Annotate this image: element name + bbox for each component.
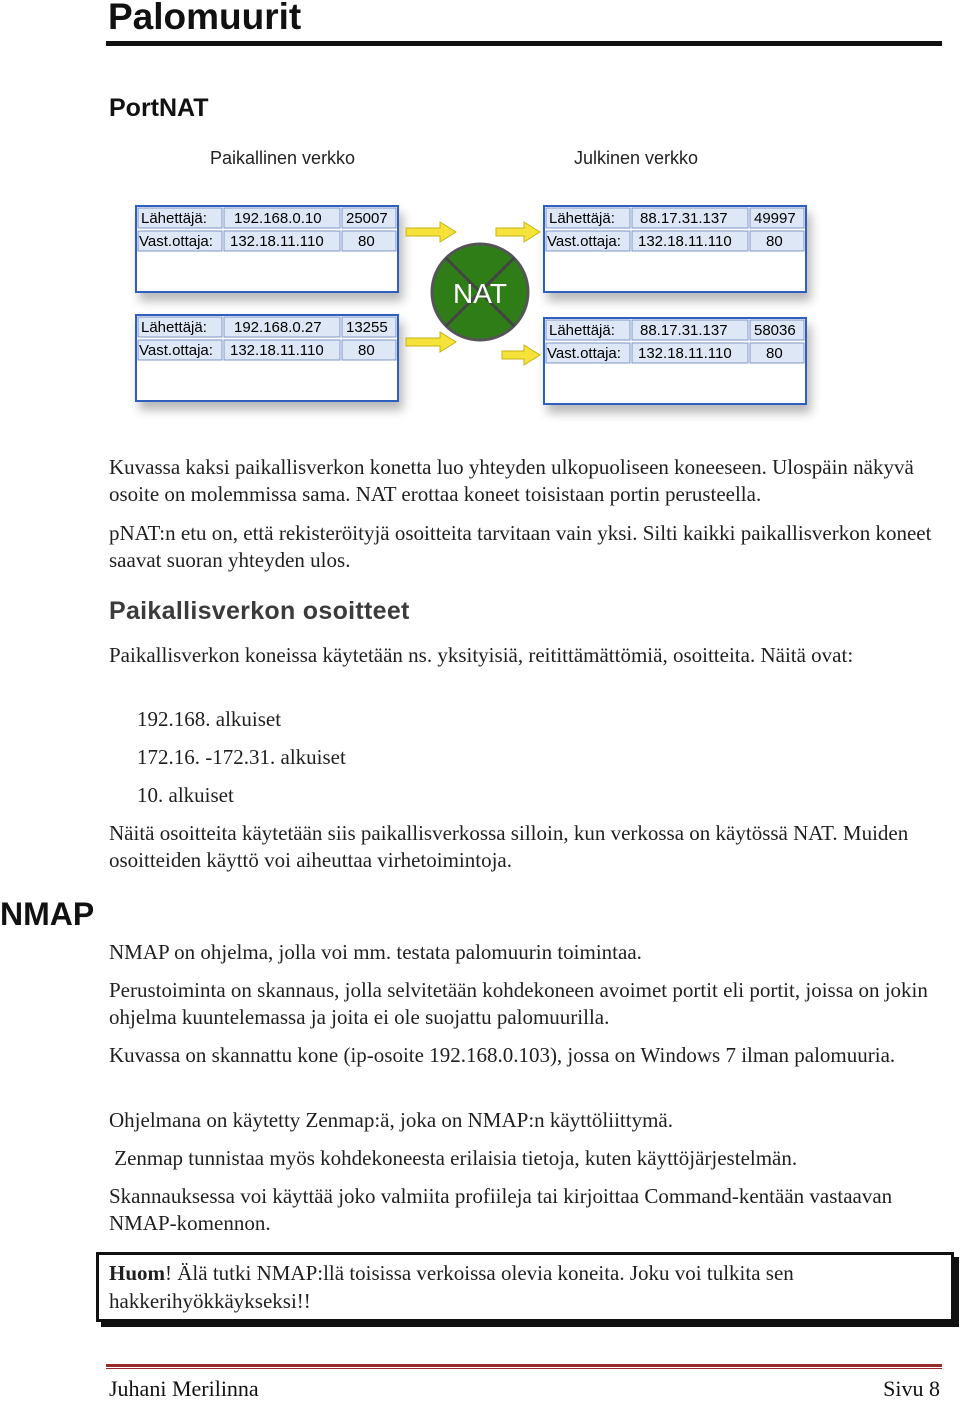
sender-ip: 192.168.0.10 (234, 210, 322, 227)
sender-port: 58036 (754, 322, 796, 339)
packet-table-local-1 (136, 206, 398, 292)
receiver-ip: 132.18.11.110 (230, 342, 324, 359)
sender-port: 13255 (346, 319, 388, 336)
paragraph: Zenmap tunnistaa myös kohdekoneesta erilaisia tietoja, kuten käyttöjärjestelmän. (109, 1146, 798, 1170)
receiver-port: 80 (358, 342, 375, 359)
receiver-ip: 132.18.11.110 (230, 233, 324, 250)
packet-table-public-2 (544, 318, 806, 404)
portnat-diagram (130, 140, 830, 430)
receiver-port: 80 (358, 233, 375, 250)
sender-label: Lähettäjä: (141, 210, 207, 227)
paragraph: Skannauksessa voi käyttää joko valmiita profiileja tai kirjoittaa Command-kentään vastaavan NMAP-komennon. (109, 1184, 893, 1235)
sender-port: 49997 (754, 210, 796, 227)
receiver-label: Vast.ottaja: (139, 342, 213, 359)
public-network-label: Julkinen verkko (574, 148, 699, 168)
sender-label: Lähettäjä: (141, 319, 207, 336)
list-item: 172.16. -172.31. alkuiset (137, 745, 346, 769)
warning-text (109, 1259, 939, 1315)
warning-callout (96, 1252, 954, 1322)
section-title-portnat: PortNAT (109, 94, 209, 122)
receiver-label: Vast.ottaja: (547, 233, 621, 250)
paragraph: Ohjelmana on käytetty Zenmap:ä, joka on NMAP:n käyttöliittymä. (109, 1108, 673, 1132)
receiver-label: Vast.ottaja: (139, 233, 213, 250)
receiver-ip: 132.18.11.110 (638, 233, 732, 250)
nat-label: NAT (453, 278, 507, 309)
warning-rest: ! Älä tutki NMAP:llä toisissa verkoissa olevia koneita. Joku voi tulkita sen hakkerihyökkäykseksi!! (109, 1261, 794, 1313)
packet-table-public-1 (544, 206, 806, 292)
title-rule (106, 41, 942, 46)
paragraph: Näitä osoitteita käytetään siis paikallisverkossa silloin, kun verkossa on käytössä NAT. Muiden osoitteiden käyttö voi aiheuttaa virhetoimintoja. (109, 821, 909, 872)
list-item: 192.168. alkuiset (137, 707, 282, 731)
paragraph: NMAP on ohjelma, jolla voi mm. testata palomuurin toimintaa. (109, 940, 642, 964)
packet-table-local-2 (136, 315, 398, 401)
sender-label: Lähettäjä: (549, 210, 615, 227)
local-network-label: Paikallinen verkko (210, 148, 356, 168)
footer-author: Juhani Merilinna (109, 1376, 259, 1401)
arrow-right-icon (406, 332, 456, 352)
side-heading-nmap: NMAP (0, 896, 95, 932)
paragraph: Kuvassa on skannattu kone (ip-osoite 192.168.0.103), jossa on Windows 7 ilman palomuuria. (109, 1043, 896, 1067)
section-title-local-addresses: Paikallisverkon osoitteet (109, 597, 410, 625)
footer-rule (106, 1364, 942, 1367)
nat-router-icon (432, 244, 528, 340)
page-title: Palomuurit (108, 0, 302, 37)
arrow-right-icon (502, 345, 540, 365)
sender-ip: 192.168.0.27 (234, 319, 322, 336)
footer-rule-thin (106, 1368, 942, 1369)
sender-ip: 88.17.31.137 (640, 322, 728, 339)
receiver-port: 80 (766, 233, 783, 250)
sender-label: Lähettäjä: (549, 322, 615, 339)
sender-ip: 88.17.31.137 (640, 210, 728, 227)
warning-bold: Huom (109, 1261, 166, 1285)
receiver-port: 80 (766, 345, 783, 362)
sender-port: 25007 (346, 210, 388, 227)
paragraph: Paikallisverkon koneissa käytetään ns. yksityisiä, reitittämättömiä, osoitteita. Näitä ovat: (109, 643, 854, 667)
receiver-label: Vast.ottaja: (547, 345, 621, 362)
footer-page-number: Sivu 8 (883, 1376, 940, 1401)
paragraph: Perustoiminta on skannaus, jolla selvitetään kohdekoneen avoimet portit eli portit, joissa on jokin ohjelma kuuntelemassa ja joita ei ole suojattu palomuurilla. (109, 978, 928, 1029)
paragraph: Kuvassa kaksi paikallisverkon konetta luo yhteyden ulkopuoliseen koneeseen. Ulospäin näkyvä osoite on molemmissa sama. NAT erottaa koneet toisistaan portin perusteella. (109, 455, 914, 506)
list-item: 10. alkuiset (137, 783, 234, 807)
paragraph: pNAT:n etu on, että rekisteröityjä osoitteita tarvitaan vain yksi. Silti kaikki paikallisverkon koneet saavat suoran yhteyden ulos. (109, 521, 932, 572)
arrow-right-icon (406, 222, 456, 242)
receiver-ip: 132.18.11.110 (638, 345, 732, 362)
arrow-right-icon (496, 222, 540, 242)
